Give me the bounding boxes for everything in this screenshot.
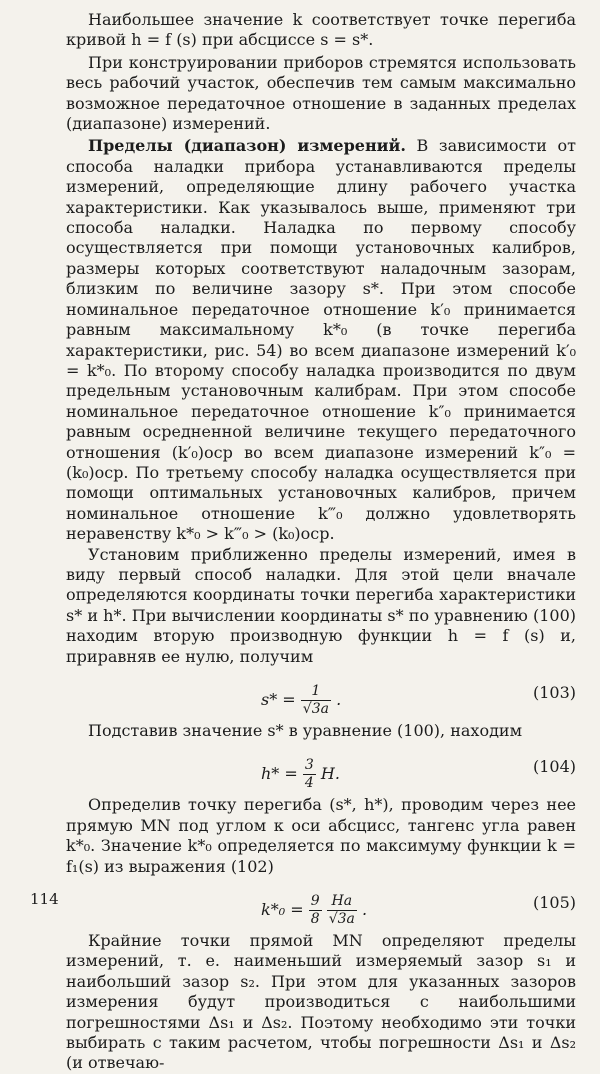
eq103-fraction <box>301 683 331 718</box>
eq105-denominator-1: 8 <box>310 911 320 928</box>
equation-105 <box>66 883 576 928</box>
eq105-numerator-2: Ha <box>327 893 357 911</box>
equation-103-number: (103) <box>532 683 576 702</box>
equation-104-number: (104) <box>532 757 576 777</box>
paragraph-5: Подставив значение s* в уравнение (100), находим <box>88 721 523 740</box>
eq105-denominator-2: √3a <box>328 911 355 928</box>
eq104-fraction <box>303 757 316 792</box>
eq104-numerator: 3 <box>304 757 314 774</box>
section-heading: Пределы (диапазон) измерений. <box>88 136 406 156</box>
eq105-lhs: k*₀ = <box>261 900 309 920</box>
equation-105-formula <box>261 893 367 928</box>
paragraph-7: Крайние точки прямой MN определяют пределы измерений, т. е. наименьший измеряемый зазор s₁ и наибольший зазор s₂. При этом для указанных зазоров измерения будут производиться с наибольшими погрешностями Δs₁ и Δs₂. Поэтому необходимо эти точки выбирать с таким расчетом, чтобы погрешности Δs₁ и Δs₂ (и отвечаю- <box>66 931 576 1073</box>
paragraph-6: Определив точку перегиба (s*, h*), проводим через нее прямую MN под углом к оси абсцисс, тангенс угла равен k*₀. Значение k*₀ определяется по максимуму функции k = f₁(s) из выражения (102) <box>66 795 576 876</box>
eq103-tail: . <box>330 690 342 709</box>
eq103-lhs: s* = <box>261 690 301 709</box>
eq105-fraction-1 <box>309 893 322 928</box>
equation-103-formula <box>261 683 341 718</box>
eq103-numerator: 1 <box>301 683 331 701</box>
paragraph-4: Установим приближенно пределы измерений, имея в виду первый способ наладки. Для этой цели вначале определяются координаты точки перегиба характеристики s* и h*. При вычислении координаты s* по уравнению (100) находим вторую производную функции h = f (s) и, приравняв ее нулю, получим <box>66 544 576 666</box>
eq104-tail: H. <box>315 764 340 784</box>
eq105-fraction-2 <box>327 893 357 928</box>
paragraph-2: При конструировании приборов стремятся использовать весь рабочий участок, обеспечив тем самым максимально возможное передаточное отношение в заданных пределах (диапазоне) измерений. <box>66 52 576 134</box>
body-text <box>66 10 576 1074</box>
paragraph-3 <box>66 136 576 544</box>
eq105-tail: . <box>356 900 368 920</box>
equation-105-number: (105) <box>532 893 576 913</box>
eq105-numerator-1: 9 <box>310 893 320 910</box>
page-number: 114 <box>30 890 59 908</box>
equation-103 <box>66 673 576 715</box>
eq104-denominator: 4 <box>304 775 314 792</box>
equation-104 <box>66 747 576 792</box>
paragraph-1: Наибольшее значение k соответствует точке перегиба кривой h = f (s) при абсциссе s = s*. <box>66 10 576 50</box>
equation-104-formula <box>261 757 340 792</box>
eq103-denominator: √3a <box>302 701 329 717</box>
eq104-lhs: h* = <box>261 764 303 784</box>
paragraph-3-body: В зависимости от способа наладки прибора устанавливаются пределы измерений, определяющие длину рабочего участка характеристики. Как указывалось выше, применяют три способа наладки. Наладка по первому способу осуществляется при помощи установочных калибров, размеры которых соответствуют наладочным зазорам, близким по величине зазору s*. При этом способе номинальное передаточное отношение k′₀ принимается равным максимальному k*₀ (в точке перегиба характеристики, рис. 54) во всем диапазоне измерений k′₀ = k*₀. По второму способу наладка производится по двум предельным установочным калибрам. При этом способе номинальное передаточное отношение k″₀ принимается равным осредненной величине текущего передаточного отношения (k′₀)оср во всем диапазоне измерений k″₀ = (k₀)оср. По третьему способу наладка осуществляется при помощи оптимальных установочных калибров, причем номинальное отношение k‴₀ должно удовлетворять неравенству k*₀ > k‴₀ > (k₀)оср. <box>66 136 576 544</box>
